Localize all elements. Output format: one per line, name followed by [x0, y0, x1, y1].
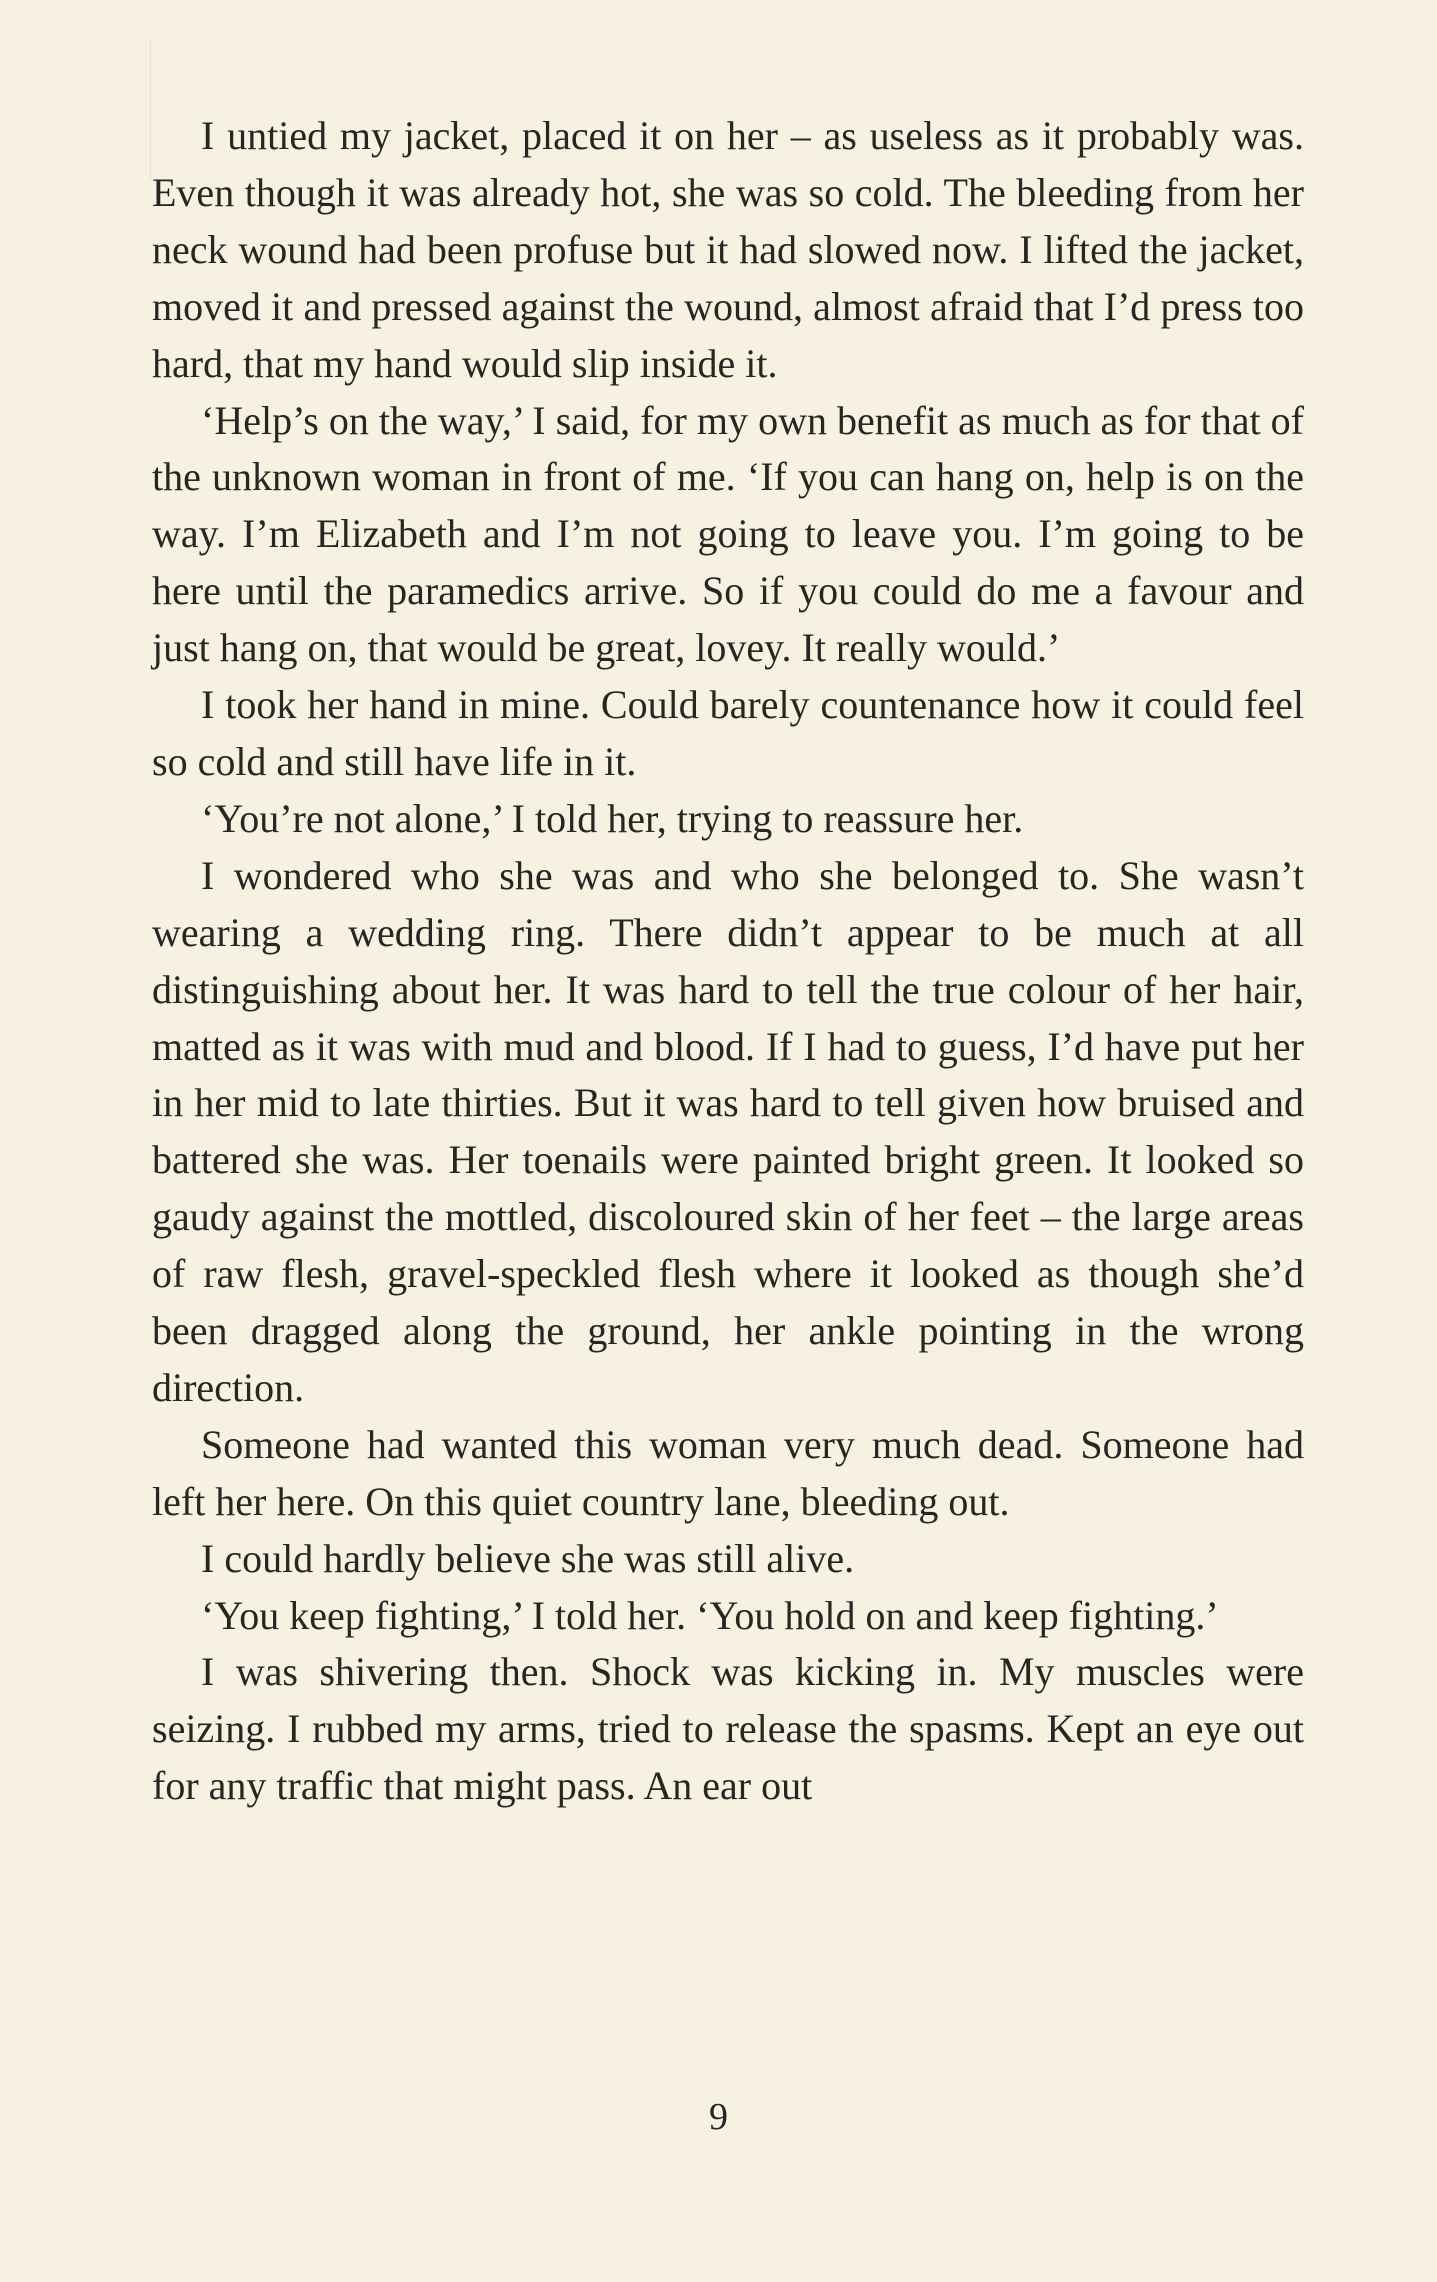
paragraph: I took her hand in mine. Could barely countenance how it could feel so cold and still have life in it.	[152, 682, 1304, 784]
paragraph: I untied my jacket, placed it on her – as useless as it probably was. Even though it was already hot, she was so cold. The bleeding from her neck wound had been profuse but it had slowed now. I lifted the jacket, moved it and pressed against the wound, almost afraid that I’d press too hard, that my hand would slip inside it.	[152, 113, 1304, 386]
paragraph: ‘Help’s on the way,’ I said, for my own benefit as much as for that of the unknown woman in front of me. ‘If you can hang on, help is on the way. I’m Elizabeth and I’m not going to leave you. I’m going to be here until the paramedics arrive. So if you could do me a favour and just hang on, that would be great, lovey. It really would.’	[152, 397, 1304, 671]
paragraph: I could hardly believe she was still alive.	[201, 1535, 855, 1581]
paragraph: ‘You keep fighting,’ I told her. ‘You hold on and keep fighting.’	[201, 1592, 1219, 1638]
paragraph: ‘You’re not alone,’ I told her, trying to reassure her.	[201, 795, 1024, 841]
page-edge-shadow	[150, 40, 151, 180]
page-number: 9	[709, 2096, 728, 2138]
paragraph: I wondered who she was and who she belonged to. She wasn’t wearing a wedding ring. There didn’t appear to be much at all distinguishing about her. It was hard to tell the true colour of her hair, matted as it was with mud and blood. If I had to guess, I’d have put her in her mid to late thirties. But it was hard to tell given how bruised and battered she was. Her toenails were painted bright green. It looked so gaudy against the mottled, discoloured skin of her feet – the large areas of raw flesh, gravel-speckled flesh where it looked as though she’d been dragged along the ground, her ankle pointing in the wrong direction.	[152, 852, 1304, 1410]
paragraph: Someone had wanted this woman very much dead. Someone had left her here. On this quiet country lane, bleeding out.	[152, 1421, 1304, 1524]
body-text	[152, 108, 1304, 1815]
paragraph: I was shivering then. Shock was kicking in. My muscles were seizing. I rubbed my arms, tried to release the spasms. Kept an eye out for any traffic that might pass. An ear out	[152, 1649, 1304, 1809]
